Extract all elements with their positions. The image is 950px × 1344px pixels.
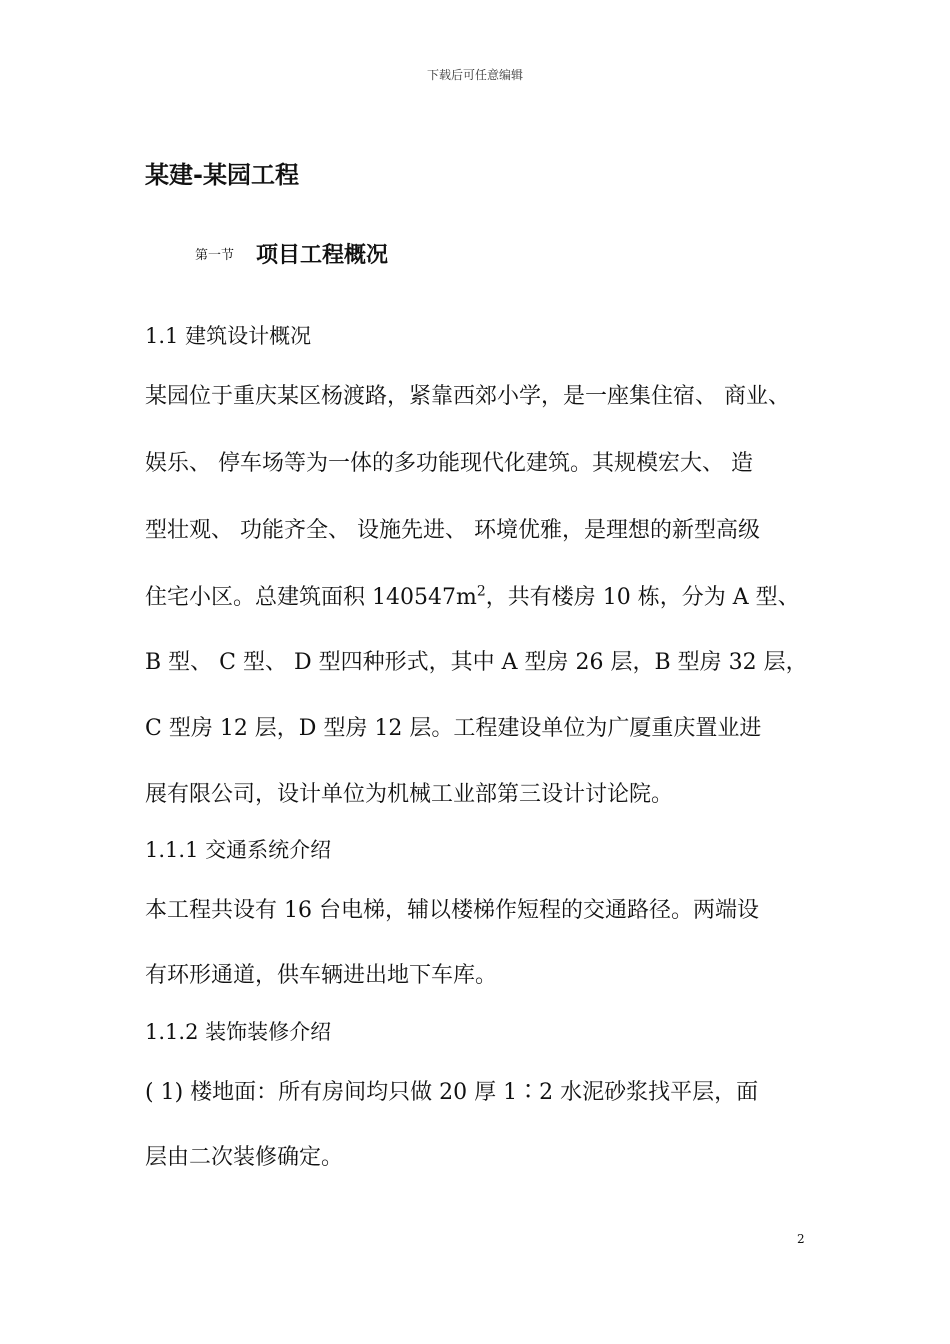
- para1-line5: B 型、 C 型、 D 型四种形式，其中 A 型房 26 层，B 型房 32 层，: [145, 650, 808, 675]
- para1-line1: 某园位于重庆某区杨渡路，紧靠西郊小学，是一座集住宿、 商业、: [145, 384, 790, 409]
- area-superscript: 2: [476, 583, 486, 600]
- section-title: 项目工程概况: [256, 243, 389, 268]
- para1-line7: 展有限公司，设计单位为机械工业部第三设计讨论院。: [145, 782, 674, 807]
- section-heading: [195, 238, 388, 269]
- para1-line6: C 型房 12 层，D 型房 12 层。工程建设单位为广厦重庆置业进: [145, 716, 762, 741]
- para3-line1: ( 1) 楼地面：所有房间均只做 20 厚 1∶2 水泥砂浆找平层，面: [145, 1080, 759, 1105]
- document-title: 某建-某园工程: [145, 161, 299, 189]
- heading-1-1-2: 1.1.2 装饰装修介绍: [145, 1020, 332, 1044]
- para3-line2: 层由二次装修确定。: [145, 1145, 344, 1170]
- para2-line2: 有环形通道，供车辆进出地下车库。: [145, 963, 498, 988]
- heading-1-1: 1.1 建筑设计概况: [145, 324, 312, 348]
- section-label: 第一节: [195, 248, 235, 263]
- buildings-text: ，共有楼房 10 栋，分为 A 型、: [485, 585, 800, 610]
- para2-line1: 本工程共设有 16 台电梯，辅以楼梯作短程的交通路径。两端设: [145, 898, 759, 923]
- para1-line4: [145, 580, 800, 611]
- page-header: 下载后可任意编辑: [426, 68, 523, 82]
- area-text: 住宅小区。总建筑面积 140547m: [145, 585, 477, 610]
- para1-line3: 型壮观、 功能齐全、 设施先进、 环境优雅，是理想的新型高级: [145, 518, 760, 543]
- heading-1-1-1: 1.1.1 交通系统介绍: [145, 838, 332, 862]
- page-number: 2: [797, 1232, 805, 1246]
- para1-line2: 娱乐、 停车场等为一体的多功能现代化建筑。其规模宏大、 造: [145, 451, 753, 476]
